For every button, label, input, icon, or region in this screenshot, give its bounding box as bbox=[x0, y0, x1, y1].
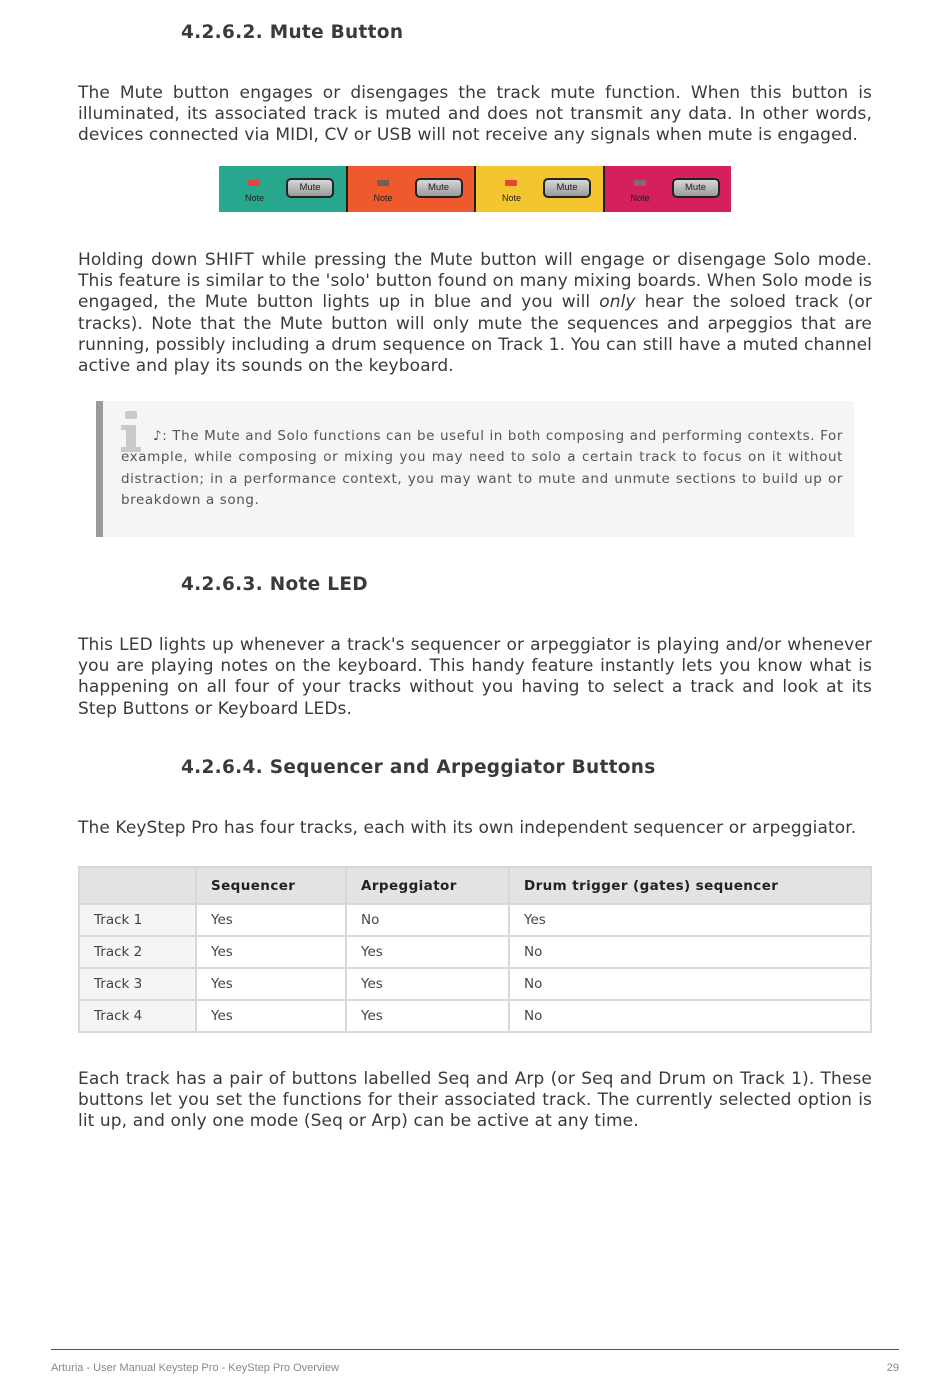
note-label: Note bbox=[373, 193, 393, 203]
note-label: Note bbox=[630, 193, 650, 203]
heading-note-led: 4.2.6.3. Note LED bbox=[181, 574, 368, 595]
note-led bbox=[505, 180, 517, 186]
table-cell: Track 1 bbox=[79, 904, 196, 936]
table-header-row bbox=[79, 867, 871, 904]
note-led-description: This LED lights up whenever a track's sequencer or arpeggiator is playing and/or whenever you are playing notes on the keyboard. This handy feature instantly lets you know what is happening on all four of your tracks without you having to select a track and look at its Step Buttons or Keyboard LEDs. bbox=[78, 635, 872, 719]
table-row bbox=[79, 936, 871, 968]
track-panel-1 bbox=[219, 166, 348, 212]
solo-text-start: Holding down SHIFT while pressing the Mute button will engage or disengage Solo mode. This feature is similar to the 'solo' button found on many mixing boards. When Solo mode is engaged, the Mute button lights up in blue and you will bbox=[78, 250, 872, 313]
note-led bbox=[634, 180, 646, 186]
note-label: Note bbox=[245, 193, 265, 203]
table-cell: Yes bbox=[196, 904, 346, 936]
mute-button: Mute bbox=[415, 178, 463, 198]
table-cell: Track 3 bbox=[79, 968, 196, 1000]
table-cell: Yes bbox=[196, 936, 346, 968]
table-header-cell bbox=[79, 867, 196, 904]
track-panel-4 bbox=[605, 166, 732, 212]
table-cell: No bbox=[509, 936, 871, 968]
table-cell: Yes bbox=[346, 1000, 509, 1032]
mute-description: The Mute button engages or disengages the track mute function. When this button is illuminated, its associated track is muted and does not transmit any data. In other words, devices connected via MIDI, CV or USB will not receive any signals when mute is engaged. bbox=[78, 83, 872, 146]
heading-seq-arp-buttons: 4.2.6.4. Sequencer and Arpeggiator Buttons bbox=[181, 757, 656, 778]
table-cell: No bbox=[509, 968, 871, 1000]
page-number: 29 bbox=[886, 1362, 899, 1374]
note-led bbox=[377, 180, 389, 186]
table-cell: Yes bbox=[346, 968, 509, 1000]
mute-button: Mute bbox=[543, 178, 591, 198]
footer-title: Arturia - User Manual Keystep Pro - KeyStep Pro Overview bbox=[51, 1362, 339, 1374]
table-row bbox=[79, 968, 871, 1000]
table-header-cell: Drum trigger (gates) sequencer bbox=[509, 867, 871, 904]
info-text: ♪: The Mute and Solo functions can be useful in both composing and performing contexts. For example, while composing or mixing you may need to solo a certain track to focus on it without distraction; in a performance context, you may want to mute and unmute sections to build up or breakdown a song. bbox=[121, 428, 843, 508]
heading-mute-button: 4.2.6.2. Mute Button bbox=[181, 22, 404, 43]
solo-description bbox=[78, 250, 872, 377]
solo-text-emphasis: only bbox=[599, 292, 636, 313]
track-panel-2 bbox=[348, 166, 477, 212]
info-callout bbox=[96, 401, 854, 537]
mute-buttons-image bbox=[219, 166, 731, 212]
note-led bbox=[248, 180, 260, 186]
table-row bbox=[79, 1000, 871, 1032]
mute-button: Mute bbox=[672, 178, 720, 198]
table-cell: Yes bbox=[196, 968, 346, 1000]
note-label: Note bbox=[502, 193, 522, 203]
table-cell: Yes bbox=[346, 936, 509, 968]
table-cell: Track 2 bbox=[79, 936, 196, 968]
table-cell: No bbox=[346, 904, 509, 936]
tracks-intro: The KeyStep Pro has four tracks, each with its own independent sequencer or arpeggiator. bbox=[78, 818, 857, 838]
table-header-cell: Arpeggiator bbox=[346, 867, 509, 904]
solo-text-end: hear the soloed track (or tracks). Note that the Mute button will only mute the sequences and arpeggios that are running, possibly including a drum sequence on Track 1. You can still have a muted channel active and play its sounds on the keyboard. bbox=[78, 292, 872, 377]
track-modes-table bbox=[78, 866, 872, 1033]
footer-divider bbox=[51, 1349, 899, 1350]
table-row bbox=[79, 904, 871, 936]
table-cell: Yes bbox=[196, 1000, 346, 1032]
table-cell: No bbox=[509, 1000, 871, 1032]
seq-arp-description: Each track has a pair of buttons labelled Seq and Arp (or Seq and Drum on Track 1). These buttons let you set the functions for their associated track. The currently selected option is lit up, and only one mode (Seq or Arp) can be active at any time. bbox=[78, 1069, 872, 1132]
mute-button: Mute bbox=[286, 178, 334, 198]
table-header-cell: Sequencer bbox=[196, 867, 346, 904]
table-cell: Yes bbox=[509, 904, 871, 936]
table-cell: Track 4 bbox=[79, 1000, 196, 1032]
track-panel-3 bbox=[476, 166, 605, 212]
